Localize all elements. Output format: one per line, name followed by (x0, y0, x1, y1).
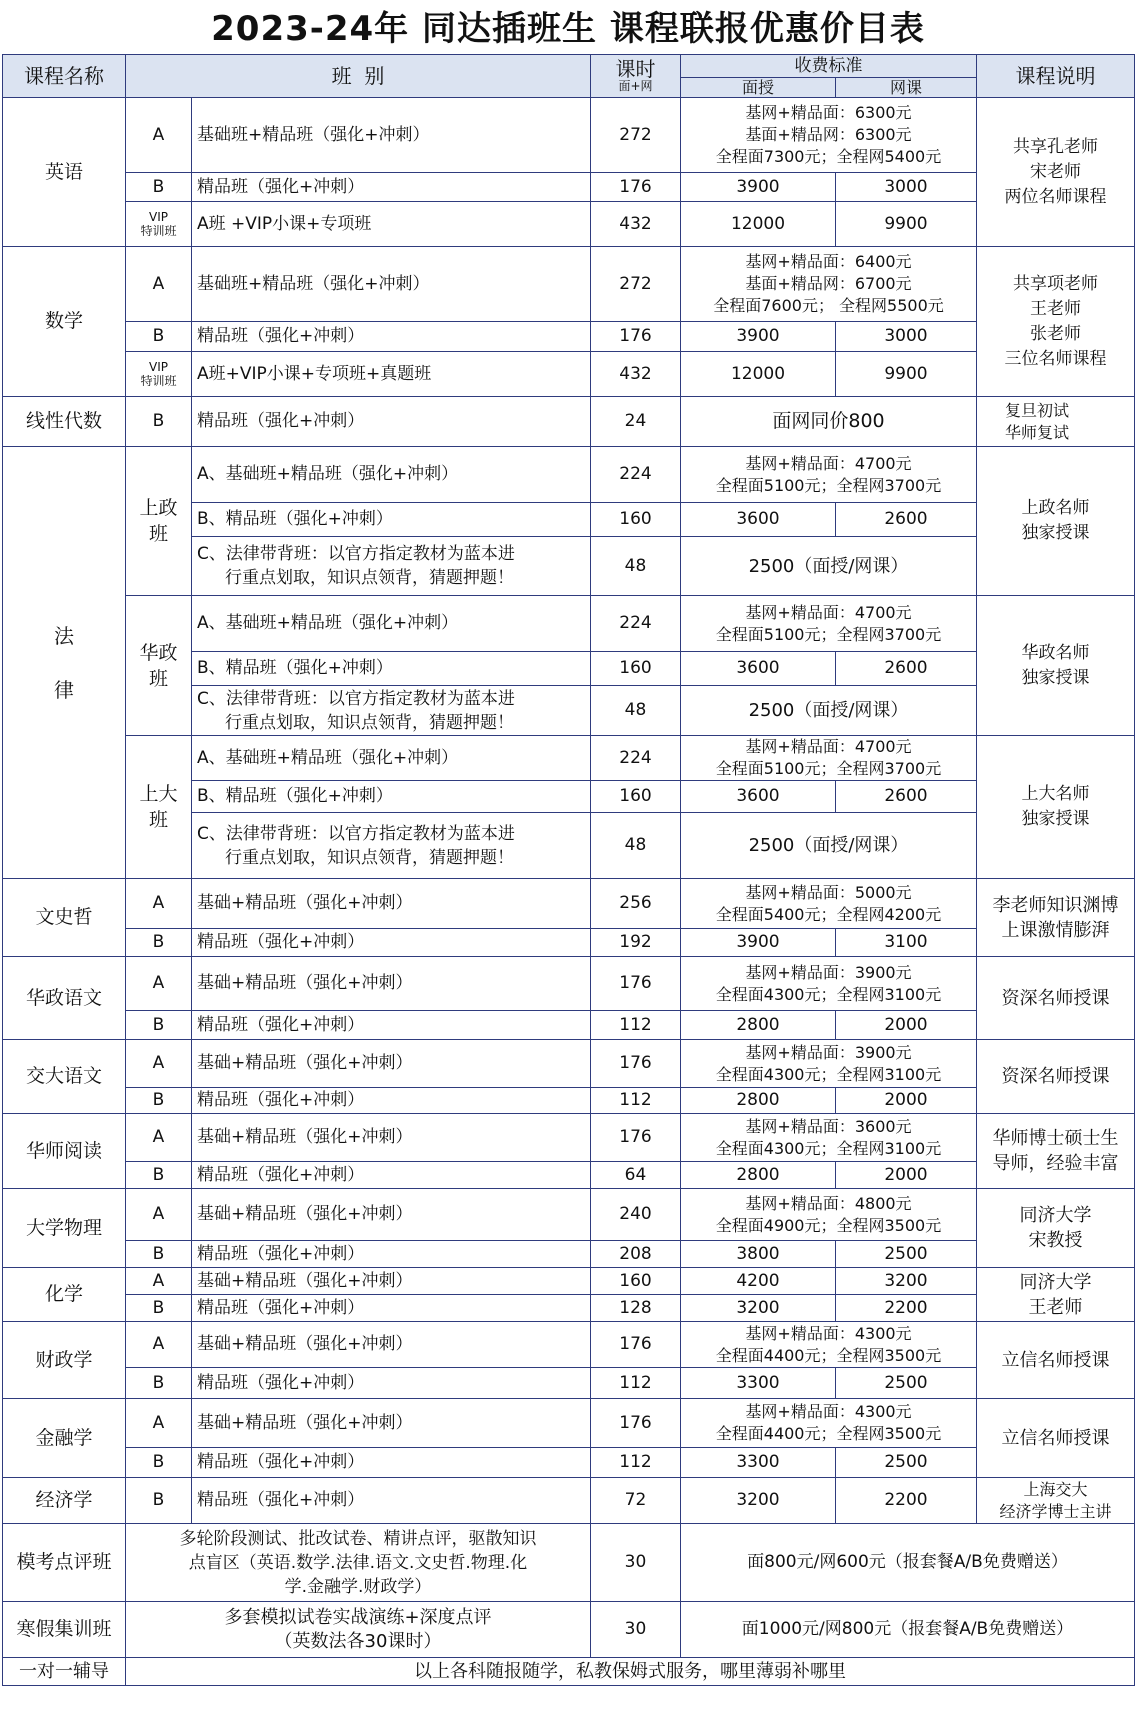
class-code: A (126, 957, 192, 1011)
class-label: A、基础班+精品班（强化+冲刺） (192, 736, 591, 781)
face-price: 12000 (681, 352, 836, 397)
face-price: 2800 (681, 1011, 836, 1040)
vip-sub-label: 特训班 (140, 224, 177, 238)
online-price: 2000 (836, 1162, 977, 1189)
subject-name: 文史哲 (3, 879, 126, 957)
same-price: 面1000元/网800元（报套餐A/B免费赠送） (681, 1602, 1135, 1658)
header-hours (591, 55, 681, 98)
note-line: 同济大学 (1019, 1271, 1092, 1293)
online-price: 2500 (836, 1448, 977, 1478)
class-label: A、基础班+精品班（强化+冲刺） (192, 447, 591, 503)
class-label: A、基础班+精品班（强化+冲刺） (192, 596, 591, 652)
course-note (977, 1478, 1135, 1524)
class-label: 基础+精品班（强化+冲刺） (192, 879, 591, 929)
class-label: 基础+精品班（强化+冲刺） (192, 1268, 591, 1295)
price-line: 全程面4300元；全程网3100元 (715, 1138, 942, 1158)
price-table (2, 54, 1135, 1686)
class-code: A (126, 1189, 192, 1241)
note-line: 华政名师 (1021, 642, 1090, 663)
subject-name: 一对一辅导 (3, 1658, 126, 1686)
face-price: 3900 (681, 322, 836, 352)
group-name: 上政 (139, 497, 178, 519)
header-notes: 课程说明 (977, 55, 1135, 98)
combo-price (681, 98, 977, 173)
note-line: 共享项老师 (1013, 273, 1098, 294)
note-line: 同济大学 (1019, 1205, 1092, 1226)
subject-name: 华政语文 (3, 957, 126, 1040)
price-line: 全程面7600元； 全程网5500元 (713, 296, 944, 315)
class-hours: 160 (591, 781, 681, 813)
course-note (977, 1268, 1135, 1322)
note-line: 王老师 (1030, 298, 1081, 319)
class-hours: 160 (591, 1268, 681, 1295)
class-hours: 160 (591, 652, 681, 686)
header-hours-label: 课时 (615, 57, 656, 81)
class-label: 精品班（强化+冲刺） (192, 1368, 591, 1399)
group-name: 班 (148, 809, 168, 831)
class-code: B (126, 929, 192, 957)
law-group (126, 736, 192, 879)
note-line: 华师博士硕士生 (992, 1128, 1119, 1149)
class-hours: 112 (591, 1368, 681, 1399)
class-hours: 48 (591, 686, 681, 736)
course-note (977, 447, 1135, 596)
price-line: 全程面4400元；全程网3500元 (715, 1424, 942, 1443)
class-label: 基础+精品班（强化+冲刺） (192, 1399, 591, 1448)
price-line: 基网+精品面：4700元 (745, 602, 912, 622)
subject-name: 寒假集训班 (3, 1602, 126, 1658)
class-hours: 432 (591, 202, 681, 247)
price-line: 全程面4400元；全程网3500元 (715, 1345, 942, 1365)
subject-math: 数学 (3, 247, 126, 397)
face-price: 3600 (681, 781, 836, 813)
class-label: 精品班（强化+冲刺） (192, 1295, 591, 1322)
note-line: 宋老师 (1030, 161, 1081, 182)
desc-line: 学.金融学.财政学） (284, 1576, 432, 1597)
label-line: 行重点划取，知识点领背，猜题押题！ (225, 712, 514, 733)
class-hours: 30 (591, 1602, 681, 1658)
label-line: C、法律带背班：以官方指定教材为蓝本进 (197, 823, 515, 844)
note-line: 上大名师 (1021, 784, 1090, 804)
label-line: 行重点划取，知识点领背，猜题押题！ (225, 568, 514, 588)
class-hours: 432 (591, 352, 681, 397)
course-note: 资深名师授课 (977, 1040, 1135, 1114)
class-hours: 192 (591, 929, 681, 957)
note-line: 张老师 (1030, 323, 1081, 344)
class-code: A (126, 247, 192, 322)
note-line: 上海交大 (1023, 1479, 1088, 1499)
price-line: 基面+精品网：6700元 (745, 274, 912, 293)
class-code-vip (126, 202, 192, 247)
note-line: 李老师知识渊博 (992, 894, 1119, 916)
note-line: 三位名师课程 (1004, 348, 1107, 369)
group-name: 班 (148, 523, 168, 545)
price-line: 全程面4300元；全程网3100元 (715, 1064, 942, 1084)
class-label: 精品班（强化+冲刺） (192, 1088, 591, 1114)
class-hours: 176 (591, 1040, 681, 1088)
class-label: 基础+精品班（强化+冲刺） (192, 1189, 591, 1241)
class-hours: 160 (591, 503, 681, 537)
same-price: 2500（面授/网课） (681, 813, 977, 879)
online-price: 3100 (836, 929, 977, 957)
face-price: 3200 (681, 1478, 836, 1524)
course-note (977, 98, 1135, 247)
course-note: 立信名师授课 (977, 1322, 1135, 1399)
course-note (977, 736, 1135, 879)
label-line: C、法律带背班：以官方指定教材为蓝本进 (197, 544, 515, 564)
class-code: A (126, 1114, 192, 1162)
tutor-description: 以上各科随报随学，私教保姆式服务，哪里薄弱补哪里 (126, 1658, 1135, 1686)
course-note: 资深名师授课 (977, 957, 1135, 1040)
class-label: 精品班（强化+冲刺） (192, 1162, 591, 1189)
class-label: 基础+精品班（强化+冲刺） (192, 1040, 591, 1088)
class-label: 基础+精品班（强化+冲刺） (192, 957, 591, 1011)
group-name: 上大 (139, 783, 178, 805)
class-label: 基础班+精品班（强化+冲刺） (192, 98, 591, 173)
class-hours: 208 (591, 1241, 681, 1268)
face-price: 4200 (681, 1268, 836, 1295)
subject-name: 金融学 (3, 1399, 126, 1478)
class-code: A (126, 1399, 192, 1448)
law-group (126, 447, 192, 596)
header-fees: 收费标准 (681, 55, 977, 78)
price-line: 基网+精品面：3600元 (745, 1116, 912, 1136)
class-label: 精品班（强化+冲刺） (192, 1448, 591, 1478)
course-note (977, 247, 1135, 397)
class-code-vip (126, 352, 192, 397)
note-line: 上课激情膨湃 (1001, 919, 1110, 941)
class-description (126, 1524, 591, 1602)
header-class-type: 班 别 (126, 55, 591, 98)
law-group (126, 596, 192, 736)
subject-name: 财政学 (3, 1322, 126, 1399)
law-char: 律 (54, 677, 74, 702)
class-hours: 224 (591, 596, 681, 652)
class-hours: 112 (591, 1088, 681, 1114)
class-label: 精品班（强化+冲刺） (192, 1241, 591, 1268)
price-line: 基网+精品面：3900元 (745, 962, 912, 982)
class-hours: 24 (591, 397, 681, 447)
same-price: 面网同价800 (681, 397, 977, 447)
group-name: 华政 (139, 641, 178, 664)
face-price: 2800 (681, 1162, 836, 1189)
label-line: C、法律带背班：以官方指定教材为蓝本进 (197, 688, 515, 709)
class-label (192, 537, 591, 596)
class-hours: 272 (591, 98, 681, 173)
price-line: 基网+精品面：4800元 (745, 1193, 912, 1213)
class-label: 精品班（强化+冲刺） (192, 929, 591, 957)
subject-name: 交大语文 (3, 1040, 126, 1114)
note-line: 宋教授 (1028, 1230, 1083, 1251)
course-note (977, 879, 1135, 957)
face-price: 2800 (681, 1088, 836, 1114)
class-label (192, 686, 591, 736)
class-label: 精品班（强化+冲刺） (192, 322, 591, 352)
class-code: B (126, 1162, 192, 1189)
subject-law (3, 447, 126, 879)
desc-line: 多轮阶段测试、批改试卷、精讲点评，驱散知识 (179, 1528, 537, 1549)
price-line: 全程面5100元；全程网3700元 (715, 624, 942, 644)
class-code: B (126, 397, 192, 447)
online-price: 9900 (836, 202, 977, 247)
online-price: 2600 (836, 781, 977, 813)
class-code: B (126, 1241, 192, 1268)
class-label: B、精品班（强化+冲刺） (192, 652, 591, 686)
online-price: 3200 (836, 1268, 977, 1295)
note-line: 独家授课 (1021, 667, 1090, 688)
class-hours: 240 (591, 1189, 681, 1241)
online-price: 9900 (836, 352, 977, 397)
online-price: 3000 (836, 322, 977, 352)
price-line: 基网+精品面：4300元 (745, 1323, 912, 1343)
combo-price (681, 736, 977, 781)
subject-name: 华师阅读 (3, 1114, 126, 1189)
class-code: A (126, 1040, 192, 1088)
header-course-name: 课程名称 (3, 55, 126, 98)
subject-name: 经济学 (3, 1478, 126, 1524)
class-label: B、精品班（强化+冲刺） (192, 781, 591, 813)
desc-line: 多套模拟试卷实战演练+深度点评 (224, 1606, 492, 1628)
combo-price (681, 447, 977, 503)
combo-price (681, 1114, 977, 1162)
price-line: 全程面5100元；全程网3700元 (715, 759, 942, 778)
face-price: 3600 (681, 652, 836, 686)
price-line: 基网+精品面：4700元 (745, 453, 912, 473)
online-price: 2600 (836, 503, 977, 537)
class-hours: 256 (591, 879, 681, 929)
online-price: 2500 (836, 1368, 977, 1399)
class-hours: 72 (591, 1478, 681, 1524)
class-hours: 176 (591, 1322, 681, 1368)
class-hours: 224 (591, 736, 681, 781)
class-code: B (126, 1448, 192, 1478)
note-line: 华师复试 (1005, 422, 1070, 442)
combo-price (681, 957, 977, 1011)
face-price: 3300 (681, 1448, 836, 1478)
class-description (126, 1602, 591, 1658)
note-line: 两位名师课程 (1004, 186, 1107, 207)
online-price: 2000 (836, 1011, 977, 1040)
class-hours: 112 (591, 1011, 681, 1040)
class-hours: 176 (591, 1399, 681, 1448)
class-label: 精品班（强化+冲刺） (192, 1011, 591, 1040)
online-price: 2600 (836, 652, 977, 686)
class-code: B (126, 1295, 192, 1322)
class-label: 基础+精品班（强化+冲刺） (192, 1114, 591, 1162)
class-label: B、精品班（强化+冲刺） (192, 503, 591, 537)
combo-price (681, 1322, 977, 1368)
note-line: 经济学博士主讲 (999, 1501, 1112, 1521)
class-label: 精品班（强化+冲刺） (192, 397, 591, 447)
face-price: 3800 (681, 1241, 836, 1268)
online-price: 2200 (836, 1478, 977, 1524)
price-line: 基网+精品面：3900元 (745, 1042, 912, 1062)
online-price: 2200 (836, 1295, 977, 1322)
desc-line: 点盲区（英语.数学.法律.语文.文史哲.物理.化 (188, 1552, 528, 1573)
same-price: 面800元/网600元（报套餐A/B免费赠送） (681, 1524, 1135, 1602)
online-price: 2500 (836, 1241, 977, 1268)
class-label (192, 813, 591, 879)
class-label: 精品班（强化+冲刺） (192, 173, 591, 202)
class-label: A班 +VIP小课+专项班 (192, 202, 591, 247)
combo-price (681, 596, 977, 652)
note-line: 上政名师 (1021, 498, 1090, 518)
price-line: 全程面5100元；全程网3700元 (715, 475, 942, 495)
price-line: 基网+精品面：4300元 (745, 1402, 912, 1421)
class-code: A (126, 1322, 192, 1368)
header-online: 网课 (836, 78, 977, 98)
vip-sub-label: 特训班 (140, 374, 177, 388)
class-code: B (126, 173, 192, 202)
desc-line: （英数法各30课时） (274, 1630, 442, 1652)
class-hours: 176 (591, 173, 681, 202)
face-price: 3300 (681, 1368, 836, 1399)
header-hours-sub: 面+网 (618, 79, 653, 93)
note-line: 王老师 (1028, 1296, 1083, 1318)
header-face: 面授 (681, 78, 836, 98)
face-price: 3900 (681, 173, 836, 202)
class-hours: 176 (591, 322, 681, 352)
same-price: 2500（面授/网课） (681, 537, 977, 596)
class-hours: 30 (591, 1524, 681, 1602)
price-line: 基网+精品面：5000元 (745, 882, 912, 902)
course-note (977, 1189, 1135, 1268)
class-code: B (126, 1088, 192, 1114)
face-price: 12000 (681, 202, 836, 247)
class-label: 精品班（强化+冲刺） (192, 1478, 591, 1524)
class-label: 基础班+精品班（强化+冲刺） (192, 247, 591, 322)
class-code: B (126, 1011, 192, 1040)
online-price: 2000 (836, 1088, 977, 1114)
law-char: 法 (54, 623, 74, 648)
note-line: 独家授课 (1021, 809, 1090, 829)
subject-name: 大学物理 (3, 1189, 126, 1268)
class-hours: 112 (591, 1448, 681, 1478)
note-line: 导师，经验丰富 (992, 1153, 1119, 1174)
combo-price (681, 1189, 977, 1241)
subject-english: 英语 (3, 98, 126, 247)
face-price: 3900 (681, 929, 836, 957)
class-label: A班+VIP小课+专项班+真题班 (192, 352, 591, 397)
class-hours: 48 (591, 537, 681, 596)
subject-name: 模考点评班 (3, 1524, 126, 1602)
combo-price (681, 879, 977, 929)
class-hours: 128 (591, 1295, 681, 1322)
class-code: A (126, 879, 192, 929)
class-hours: 176 (591, 957, 681, 1011)
price-line: 基网+精品面：6400元 (745, 252, 912, 271)
vip-label: VIP (149, 210, 168, 224)
class-code: B (126, 1478, 192, 1524)
course-note: 立信名师授课 (977, 1399, 1135, 1478)
course-note (977, 596, 1135, 736)
combo-price (681, 1399, 977, 1448)
class-hours: 272 (591, 247, 681, 322)
price-line: 全程面4900元；全程网3500元 (715, 1215, 942, 1235)
price-line: 全程面7300元；全程网5400元 (715, 147, 942, 166)
class-code: A (126, 98, 192, 173)
class-hours: 224 (591, 447, 681, 503)
class-hours: 48 (591, 813, 681, 879)
note-line: 共享孔老师 (1013, 136, 1098, 157)
course-note (977, 1114, 1135, 1189)
price-line: 全程面4300元；全程网3100元 (715, 984, 942, 1004)
class-hours: 64 (591, 1162, 681, 1189)
face-price: 3600 (681, 503, 836, 537)
price-line: 全程面5400元；全程网4200元 (715, 904, 942, 924)
class-label: 基础+精品班（强化+冲刺） (192, 1322, 591, 1368)
page-title: 2023-24年 同达插班生 课程联报优惠价目表 (211, 9, 925, 49)
online-price: 3000 (836, 173, 977, 202)
class-code: B (126, 322, 192, 352)
price-line: 基面+精品网：6300元 (745, 125, 912, 144)
label-line: 行重点划取，知识点领背，猜题押题！ (225, 847, 514, 868)
class-code: B (126, 1368, 192, 1399)
course-note (977, 397, 1135, 447)
combo-price (681, 247, 977, 322)
price-line: 基网+精品面：6300元 (745, 103, 912, 122)
note-line: 独家授课 (1021, 523, 1090, 543)
price-line: 基网+精品面：4700元 (745, 737, 912, 756)
class-hours: 176 (591, 1114, 681, 1162)
subject-name: 化学 (3, 1268, 126, 1322)
note-line: 复旦初试 (1005, 400, 1070, 420)
vip-label: VIP (149, 360, 168, 374)
group-name: 班 (148, 667, 168, 690)
class-code: A (126, 1268, 192, 1295)
combo-price (681, 1040, 977, 1088)
face-price: 3200 (681, 1295, 836, 1322)
same-price: 2500（面授/网课） (681, 686, 977, 736)
subject-linear-algebra: 线性代数 (3, 397, 126, 447)
